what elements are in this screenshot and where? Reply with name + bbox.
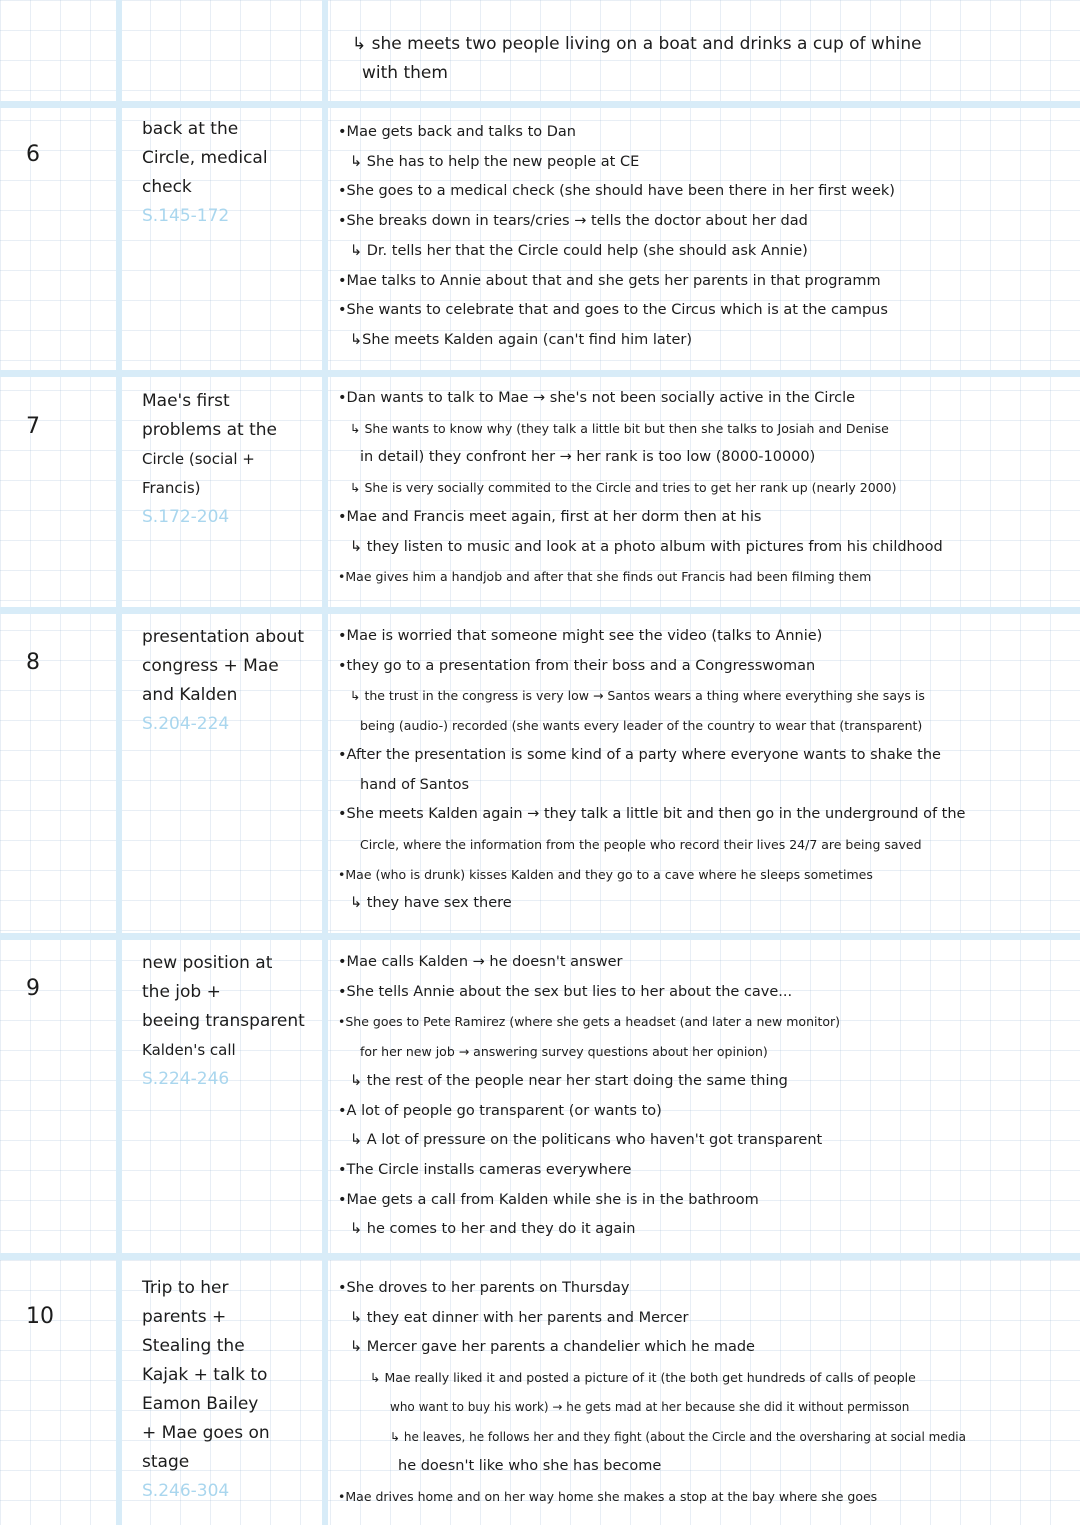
- section-notes: [338, 384, 1072, 592]
- note-line: ↳ he leaves, he follows her and they fight (about the Circle and the oversharing at social media: [390, 1429, 966, 1444]
- page-range: S.172-204: [142, 507, 230, 527]
- page-range: S.204-224: [142, 714, 230, 734]
- note-line: ↳ Mae really liked it and posted a picture of it (the both get hundreds of calls of people: [370, 1370, 916, 1386]
- section-topic: [142, 115, 317, 231]
- row-divider: [0, 607, 1080, 614]
- topic-line: and Kalden: [142, 685, 238, 705]
- section-number: 10: [26, 1304, 54, 1329]
- note-line: •She wants to celebrate that and goes to the Circus which is at the campus: [338, 302, 888, 319]
- note-line: in detail) they confront her → her rank is too low (8000-10000): [360, 449, 816, 466]
- note-line: ↳ they eat dinner with her parents and Mercer: [350, 1309, 689, 1326]
- section-topic: [142, 387, 317, 532]
- topic-line: + Mae goes on: [142, 1423, 270, 1443]
- note-line: ↳ he comes to her and they do it again: [350, 1221, 636, 1238]
- topic-line: the job +: [142, 982, 221, 1002]
- page-range: S.224-246: [142, 1069, 230, 1089]
- note-line: •She breaks down in tears/cries → tells the doctor about her dad: [338, 213, 808, 230]
- note-line: •She droves to her parents on Thursday: [338, 1280, 630, 1296]
- margin-line-right: [322, 0, 328, 1525]
- note-line: •The Circle installs cameras everywhere: [338, 1161, 632, 1178]
- section-number: 9: [26, 976, 40, 1001]
- note-line: ↳ She is very socially commited to the Circle and tries to get her rank up (nearly 2000): [350, 480, 897, 496]
- note-line: ↳ She wants to know why (they talk a little bit but then she talks to Josiah and Denise: [350, 420, 889, 436]
- note-line: ↳ Dr. tells her that the Circle could help (she should ask Annie): [350, 242, 808, 259]
- topic-line: presentation about: [142, 627, 305, 647]
- section-notes: [338, 118, 1072, 356]
- note-line: ↳ the trust in the congress is very low → Santos wears a thing where everything she says is: [350, 688, 925, 704]
- section-notes: [338, 948, 1072, 1245]
- topic-line: problems at the: [142, 420, 277, 440]
- section-number: 6: [26, 142, 40, 167]
- topic-line: new position at: [142, 953, 273, 973]
- note-line: •Mae (who is drunk) kisses Kalden and they go to a cave where he sleeps sometimes: [338, 866, 873, 882]
- note-line: with them: [362, 63, 448, 83]
- note-line: •After the presentation is some kind of a party where everyone wants to shake the: [338, 746, 941, 763]
- note-line: ↳ A lot of pressure on the politicans who haven't got transparent: [350, 1132, 823, 1149]
- note-line: •She tells Annie about the sex but lies to her about the cave...: [338, 983, 793, 1000]
- page-range: S.246-304: [142, 1481, 230, 1501]
- note-line: •A lot of people go transparent (or wants to): [338, 1102, 662, 1119]
- topic-line: Kajak + talk to: [142, 1365, 268, 1385]
- topic-line: check: [142, 177, 192, 197]
- row-divider: [0, 370, 1080, 377]
- note-line: •Mae and Francis meet again, first at her dorm then at his: [338, 508, 762, 525]
- note-line: •Mae gives him a handjob and after that she finds out Francis had been filming them: [338, 569, 872, 585]
- section-number: 8: [26, 650, 40, 675]
- topic-line: Eamon Bailey: [142, 1394, 259, 1414]
- topic-line: Stealing the: [142, 1336, 245, 1356]
- topic-line: back at the: [142, 119, 239, 139]
- section-notes: [338, 1274, 1072, 1512]
- note-line: •they go to a presentation from their boss and a Congresswoman: [338, 657, 816, 674]
- note-line: who want to buy his work) → he gets mad at her because she did it without permisson: [390, 1399, 910, 1414]
- topic-line: Mae's first: [142, 391, 230, 411]
- note-line: ↳ the rest of the people near her start doing the same thing: [350, 1072, 788, 1089]
- note-line: ↳ they listen to music and look at a photo album with pictures from his childhood: [350, 538, 943, 555]
- note-line: ↳ they have sex there: [350, 895, 512, 912]
- section-topic: [142, 1274, 317, 1506]
- note-line: •Mae gets back and talks to Dan: [338, 124, 576, 140]
- topic-line: Kalden's call: [142, 1041, 236, 1059]
- intro-notes: [352, 30, 1052, 88]
- row-divider: [0, 1253, 1080, 1260]
- section-topic: [142, 949, 317, 1094]
- note-line: •Mae drives home and on her way home she makes a stop at the bay where she goes: [338, 1488, 878, 1504]
- note-line: hand of Santos: [360, 776, 470, 793]
- topic-line: Trip to her: [142, 1278, 229, 1298]
- note-line: •She meets Kalden again → they talk a little bit and then go in the underground of the: [338, 806, 966, 823]
- note-line: ↳She meets Kalden again (can't find him later): [350, 331, 692, 348]
- section-topic: [142, 623, 317, 739]
- note-line: ↳ Mercer gave her parents a chandelier which he made: [350, 1339, 755, 1356]
- row-divider: [0, 101, 1080, 108]
- note-line: ↳ She has to help the new people at CE: [350, 153, 640, 170]
- note-line: •Mae talks to Annie about that and she gets her parents in that programm: [338, 272, 881, 289]
- note-line: ↳ she meets two people living on a boat and drinks a cup of whine: [352, 34, 922, 54]
- note-line: •She goes to Pete Ramirez (where she gets a headset (and later a new monitor): [338, 1014, 841, 1030]
- topic-line: stage: [142, 1452, 190, 1472]
- note-line: he doesn't like who she has become: [398, 1458, 662, 1475]
- margin-line-left: [116, 0, 122, 1525]
- section-notes: [338, 622, 1072, 919]
- note-line: for her new job → answering survey questions about her opinion): [360, 1044, 768, 1060]
- topic-line: congress + Mae: [142, 656, 279, 676]
- note-line: •She goes to a medical check (she should have been there in her first week): [338, 183, 895, 200]
- note-line: •Mae is worried that someone might see the video (talks to Annie): [338, 628, 823, 644]
- note-line: •Mae calls Kalden → he doesn't answer: [338, 954, 623, 970]
- note-line: Circle, where the information from the people who record their lives 24/7 are being saved: [360, 836, 922, 852]
- note-line: being (audio-) recorded (she wants every leader of the country to wear that (transparent): [360, 718, 923, 734]
- page-range: S.145-172: [142, 206, 230, 226]
- topic-line: Circle, medical: [142, 148, 268, 168]
- row-divider: [0, 933, 1080, 940]
- topic-line: Circle (social + Francis): [142, 450, 255, 497]
- topic-line: parents +: [142, 1307, 227, 1327]
- topic-line: beeing transparent: [142, 1011, 305, 1031]
- note-line: •Dan wants to talk to Mae → she's not been socially active in the Circle: [338, 390, 856, 406]
- note-line: •Mae gets a call from Kalden while she is in the bathroom: [338, 1191, 759, 1208]
- section-number: 7: [26, 414, 40, 439]
